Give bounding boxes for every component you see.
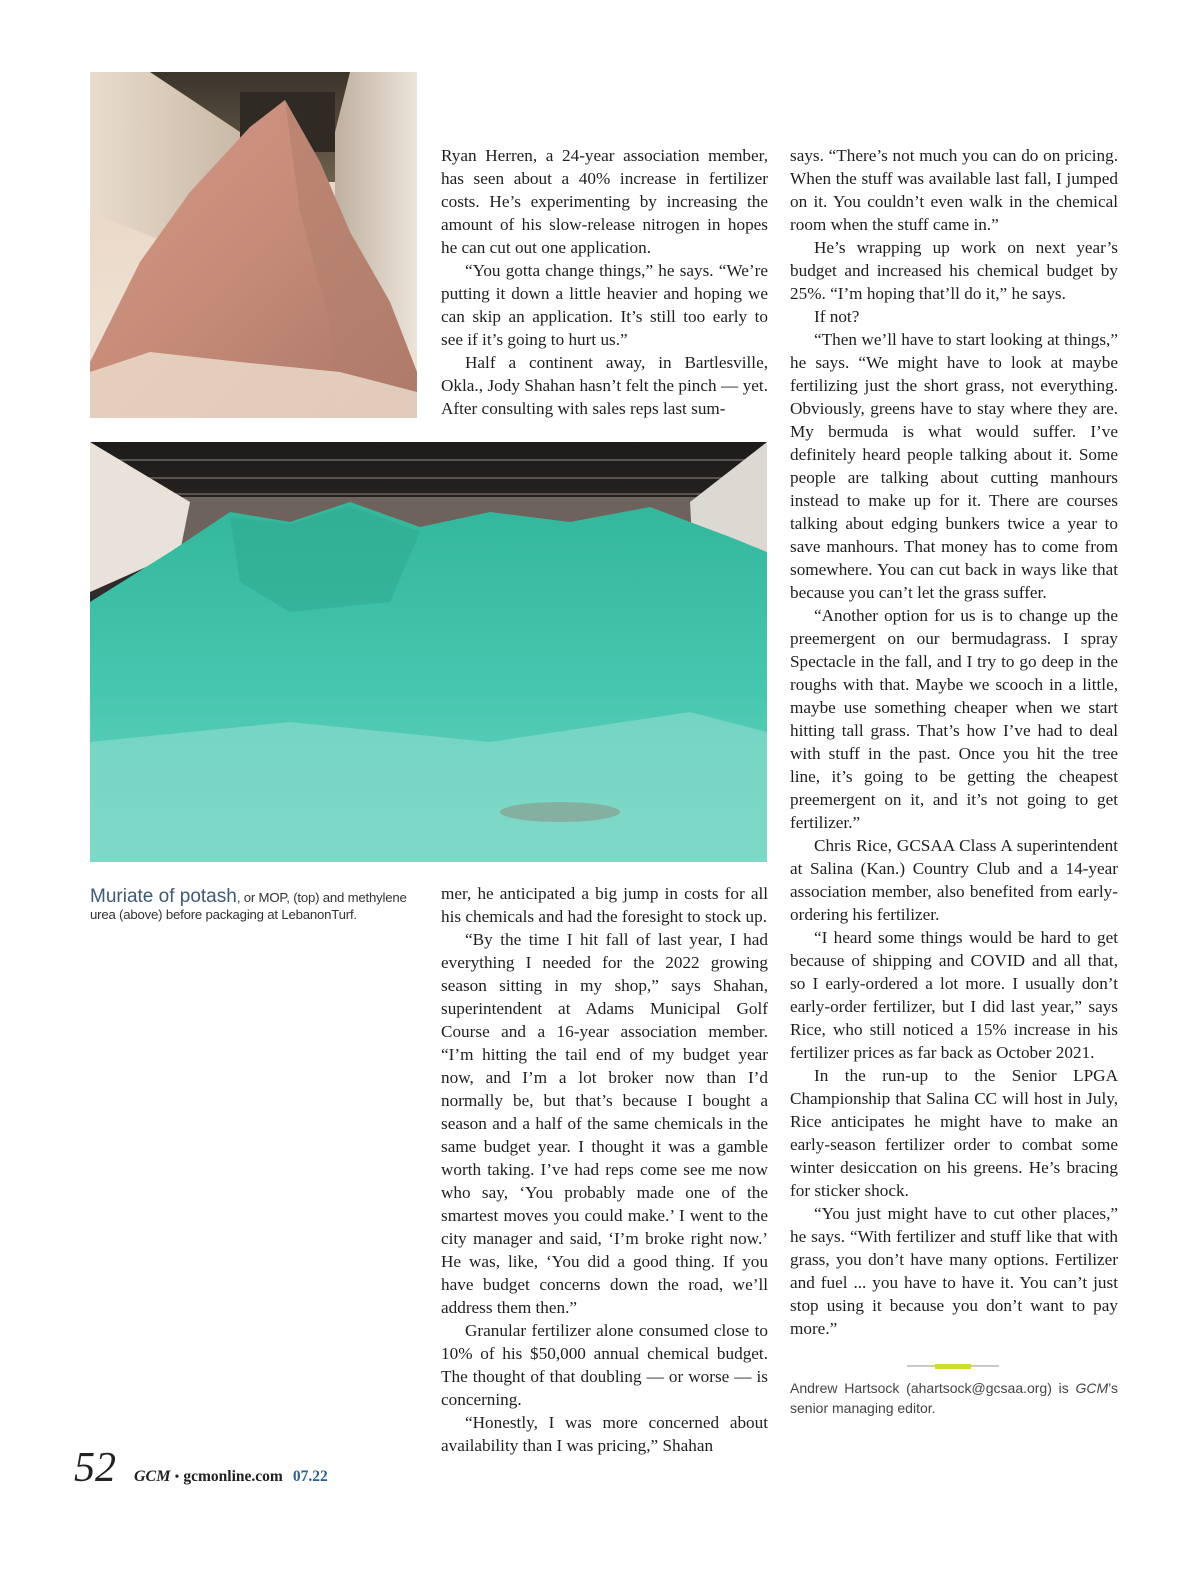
- bio-text-end: ’s senior managing editor.: [790, 1380, 1118, 1416]
- article-paragraph: mer, he anticipated a big jump in costs for all his chemicals and had the foresight to stock up.: [441, 884, 768, 926]
- bio-magazine: GCM: [1075, 1380, 1109, 1396]
- article-paragraph: Chris Rice, GCSAA Class A superintendent at Salina (Kan.) Country Club and a 14-year association member, also benefited from early-ordering his fertilizer.: [790, 836, 1118, 924]
- page-number: 52: [74, 1445, 116, 1491]
- end-divider: [907, 1365, 999, 1367]
- article-paragraph: “Honestly, I was more concerned about availability than I was pricing,” Shahan: [441, 1413, 768, 1455]
- methylene-urea-photo: [90, 442, 767, 862]
- issue-date: 07.22: [292, 1468, 328, 1485]
- article-paragraph: “Another option for us is to change up the preemergent on our bermudagrass. I spray Spectacle in the fall, and I try to go deep in the roughs with that. Maybe we scooch in a little, maybe use something cheaper when we start hitting tall grass. That’s how I’ve had to deal with stuff in the past. Once you hit the tree line, it’s going to be getting the cheapest preemergent on it, and it’s not going to get fertilizer.”: [790, 606, 1118, 832]
- article-paragraph: He’s wrapping up work on next year’s budget and increased his chemical budget by 25%. “I’m hoping that’ll do it,” he says.: [790, 238, 1118, 303]
- bio-text: Andrew Hartsock (ahartsock@gcsaa.org) is: [790, 1380, 1076, 1396]
- footer-separator: •: [174, 1470, 180, 1485]
- article-paragraph: “By the time I hit fall of last year, I had everything I needed for the 2022 growing season sitting in my shop,” says Shahan, superintendent at Adams Municipal Golf Course and a 16-year association member. “I’m hitting the tail end of my budget year now, and I’m a lot broker now than I’d normally be, but that’s because I bought a season and a half of the same chemicals in the same budget year. I thought it was a gamble worth taking. I’ve had reps come see me now who say, ‘You probably made one of the smartest moves you could make.’ I went to the city manager and said, ‘I’m broke right now.’ He was, like, ‘You did a good thing. If you have budget concerns down the road, we’ll address them then.”: [441, 930, 768, 1317]
- article-paragraph: “You just might have to cut other places,” he says. “With fertilizer and stuff like that with grass, you don’t have many options. Fertilizer and fuel ... you have to have it. You can’t just stop using it because you don’t want to pay more.”: [790, 1204, 1118, 1338]
- caption-text: , or MOP, (top) and methylene urea (above) before packaging at LebanonTurf.: [90, 890, 407, 922]
- article-paragraph: “You gotta change things,” he says. “We’re putting it down a little heavier and hoping we can skip an application. It’s still too early to see if it’s going to hurt us.”: [441, 261, 768, 349]
- page-footer: [74, 1444, 328, 1494]
- caption-lead: Muriate of potash: [90, 886, 237, 907]
- article-column-1-top: [441, 144, 768, 420]
- photo-caption: [90, 888, 420, 923]
- magazine-name: GCM: [134, 1468, 171, 1485]
- article-column-1-bottom: [441, 882, 768, 1457]
- article-paragraph: “Then we’ll have to start looking at things,” he says. “We might have to look at maybe fertilizing just the short grass, not everything. Obviously, greens have to stay where they are. My bermuda is what would suffer. I’ve definitely heard people talking about it. Some people are talking about cutting manhours instead to make up for it. There are courses talking about edging bunkers twice a year to save manhours. That money has to come from somewhere. You can cut back in ways like that because you can’t let the grass suffer.: [790, 330, 1118, 602]
- article-paragraph: “I heard some things would be hard to get because of shipping and COVID and all that, so I early-ordered a lot more. I usually don’t early-order fertilizer, but I did last year,” says Rice, who still noticed a 15% increase in his fertilizer prices as far back as October 2021.: [790, 928, 1118, 1062]
- article-paragraph: Half a continent away, in Bartlesville, Okla., Jody Shahan hasn’t felt the pinch — yet. After consulting with sales reps last sum-: [441, 353, 768, 418]
- article-paragraph: If not?: [814, 307, 860, 326]
- article-paragraph: Granular fertilizer alone consumed close to 10% of his $50,000 annual chemical budget. The thought of that doubling — or worse — is concerning.: [441, 1321, 768, 1409]
- article-paragraph: In the run-up to the Senior LPGA Championship that Salina CC will host in July, Rice anticipates he might have to make an early-season fertilizer order to combat some winter desiccation on his greens. He’s bracing for sticker shock.: [790, 1066, 1118, 1200]
- article-paragraph: says. “There’s not much you can do on pricing. When the stuff was available last fall, I jumped on it. You couldn’t even walk in the chemical room when the stuff came in.”: [790, 146, 1118, 234]
- article-column-2: [790, 144, 1118, 1340]
- article-paragraph: Ryan Herren, a 24-year association member, has seen about a 40% increase in fertilizer costs. He’s experimenting by increasing the amount of his slow-release nitrogen in hopes he can cut out one application.: [441, 146, 768, 257]
- potash-photo: [90, 72, 417, 418]
- website-link[interactable]: gcmonline.com: [183, 1468, 283, 1485]
- author-bio: [790, 1378, 1118, 1418]
- divider-accent: [935, 1364, 971, 1369]
